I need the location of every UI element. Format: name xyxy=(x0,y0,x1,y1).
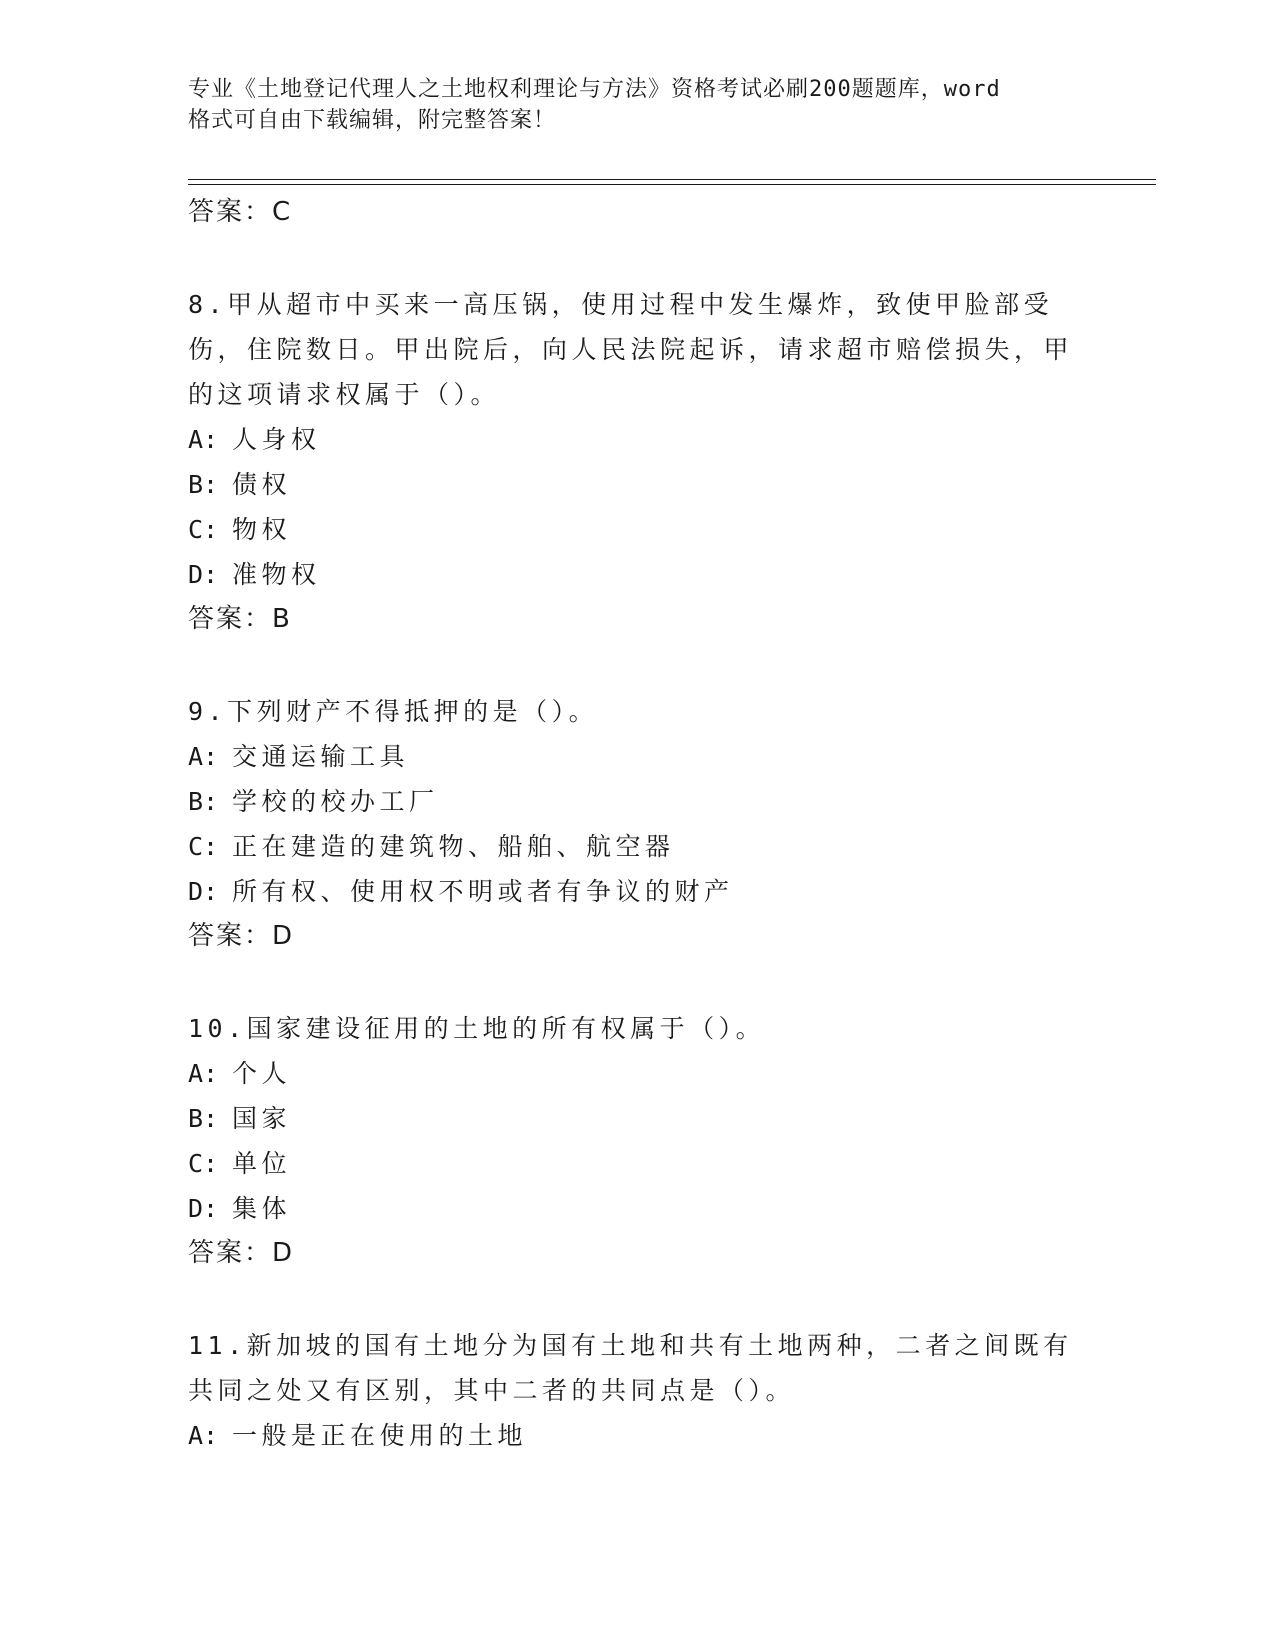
question-text: 9.下列财产不得抵押的是（）。 xyxy=(188,697,599,726)
option-key: D: xyxy=(188,877,219,906)
option-text: 国家 xyxy=(232,1104,292,1133)
option-key: C: xyxy=(188,515,219,544)
header-divider-bottom xyxy=(188,184,1156,185)
option-key: C: xyxy=(188,1149,219,1178)
option-a xyxy=(188,1413,1088,1458)
option-c xyxy=(188,824,1088,869)
option-text: 单位 xyxy=(232,1149,292,1178)
header-divider-top xyxy=(188,179,1156,180)
option-b xyxy=(188,779,1088,824)
question-8 xyxy=(188,282,1088,641)
option-key: D: xyxy=(188,560,219,589)
option-a xyxy=(188,734,1088,779)
header-line-1: 专业《土地登记代理人之土地权利理论与方法》资格考试必刷200题题库，word xyxy=(188,77,1001,102)
option-text: 集体 xyxy=(232,1194,292,1223)
document-header xyxy=(188,74,1068,136)
question-list xyxy=(188,190,1088,1506)
option-b xyxy=(188,1096,1088,1141)
question-11 xyxy=(188,1323,1088,1458)
option-key: A: xyxy=(188,742,219,771)
option-key: C: xyxy=(188,832,219,861)
question-9 xyxy=(188,689,1088,958)
question-text: 11.新加坡的国有土地分为国有土地和共有土地两种，二者之间既有共同之处又有区别，其中二者的共同点是（）。 xyxy=(188,1331,1073,1405)
question-10 xyxy=(188,1006,1088,1275)
header-line-2: 格式可自由下载编辑，附完整答案！ xyxy=(188,108,557,133)
question-text: 8.甲从超市中买来一高压锅，使用过程中发生爆炸，致使甲脸部受伤，住院数日。甲出院后，向人民法院起诉，请求超市赔偿损失，甲的这项请求权属于（）。 xyxy=(188,290,1074,409)
option-text: 个人 xyxy=(232,1059,292,1088)
option-text: 学校的校办工厂 xyxy=(232,787,439,816)
option-text: 正在建造的建筑物、船舶、航空器 xyxy=(232,832,675,861)
option-text: 债权 xyxy=(232,470,292,499)
option-c xyxy=(188,507,1088,552)
option-key: B: xyxy=(188,787,219,816)
previous-answer: 答案：C xyxy=(188,197,293,227)
option-text: 交通运输工具 xyxy=(232,742,410,771)
option-key: A: xyxy=(188,1421,219,1450)
question-text: 10.国家建设征用的土地的所有权属于（）。 xyxy=(188,1014,766,1043)
option-text: 物权 xyxy=(232,515,292,544)
option-a xyxy=(188,1051,1088,1096)
option-key: B: xyxy=(188,1104,219,1133)
answer-label: 答案：D xyxy=(188,921,295,951)
option-d xyxy=(188,552,1088,597)
option-key: A: xyxy=(188,425,219,454)
option-c xyxy=(188,1141,1088,1186)
option-text: 一般是正在使用的土地 xyxy=(232,1421,528,1450)
option-d xyxy=(188,869,1088,914)
answer-label: 答案：D xyxy=(188,1238,295,1268)
option-text: 所有权、使用权不明或者有争议的财产 xyxy=(232,877,734,906)
answer-label: 答案：B xyxy=(188,604,292,634)
option-key: A: xyxy=(188,1059,219,1088)
option-text: 准物权 xyxy=(232,560,321,589)
option-d xyxy=(188,1186,1088,1231)
option-key: D: xyxy=(188,1194,219,1223)
option-a xyxy=(188,417,1088,462)
option-text: 人身权 xyxy=(232,425,321,454)
option-b xyxy=(188,462,1088,507)
option-key: B: xyxy=(188,470,219,499)
